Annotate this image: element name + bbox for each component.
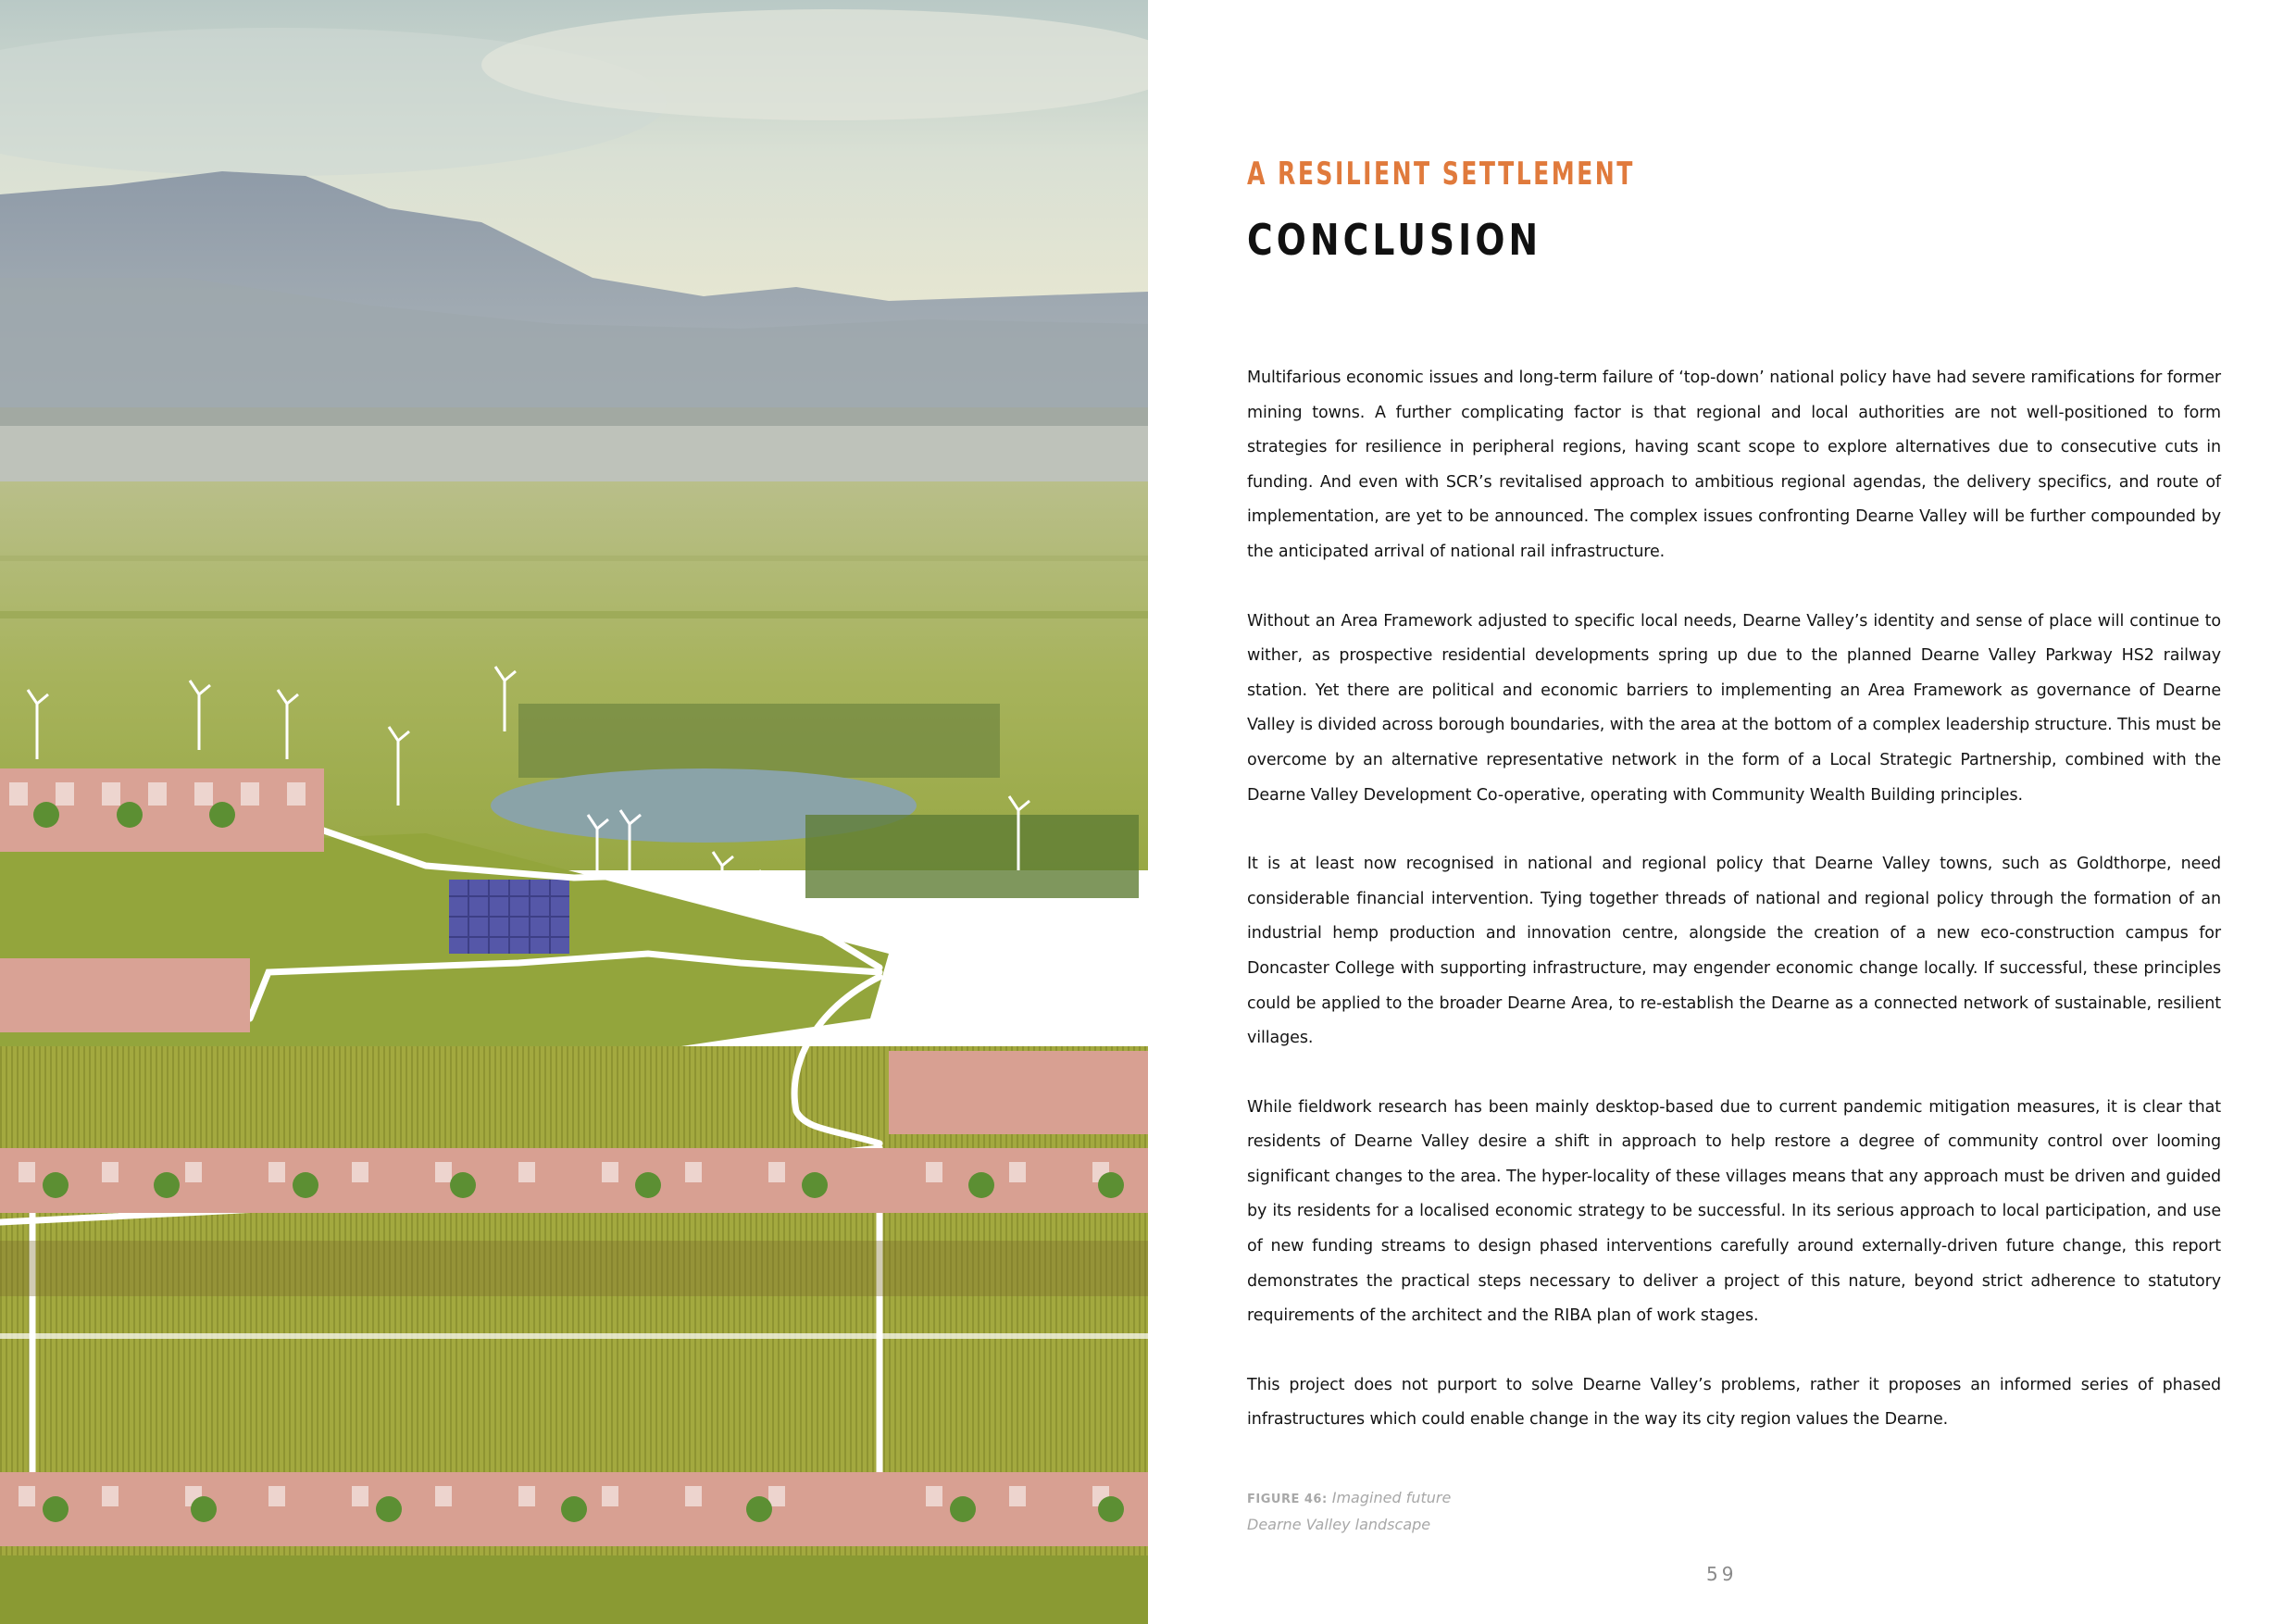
figure-caption (1247, 1485, 1451, 1537)
paragraph-2: Without an Area Framework adjusted to specific local needs, Dearne Valley’s identity and sense of place will continue to wither, as prospective residential developments spring up due to the planned Dearne Valley Parkway HS2 railway station. Yet there are political and economic barriers to implementing an Area Framework as governance of Dearne Valley is divided across borough boundaries, with the area at the bottom of a complex leadership structure. This must be overcome by an alternative representative network in the form of a Local Strategic Partnership, combined with the Dearne Valley Development Co-operative, operating with Community Wealth Building principles. (1247, 611, 2221, 805)
section-kicker: A RESILIENT SETTLEMENT (1247, 156, 1635, 193)
text-page (1247, 0, 2221, 1624)
paragraph-4: While fieldwork research has been mainly desktop-based due to current pandemic mitigation measures, it is clear that residents of Dearne Valley desire a shift in approach to help restore a degree of community control over looming significant changes to the area. The hyper-locality of these villages means that any approach must be driven and guided by its residents for a localised economic strategy to be successful. In its serious approach to local participation, and use of new funding streams to design phased interventions carefully around externally-driven future change, this report demonstrates the practical steps necessary to deliver a project of this nature, beyond strict adherence to statutory requirements of the architect and the RIBA plan of work stages. (1247, 1097, 2221, 1326)
paragraph-5: This project does not purport to solve Dearne Valley’s problems, rather it proposes an informed series of phased infrastructures which could enable change in the way its city region values the Dearne. (1247, 1375, 2221, 1430)
page-number: 59 (1706, 1563, 1738, 1585)
paragraph-1: Multifarious economic issues and long-term failure of ‘top-down’ national policy have had severe ramifications for former mining towns. A further complicating factor is that regional and local authorities are not well-positioned to form strategies for resilience in peripheral regions, having scant scope to explore alternatives due to consecutive cuts in funding. And even with SCR’s revitalised approach to ambitious regional agendas, the delivery specifics, and route of implementation, are yet to be announced. The complex issues confronting Dearne Valley will be further compounded by the anticipated arrival of national rail infrastructure. (1247, 369, 2221, 561)
caption-line-2: Dearne Valley landscape (1247, 1516, 1431, 1533)
body-text (1247, 361, 2221, 1472)
paragraph-3: It is at least now recognised in national and regional policy that Dearne Valley towns, such as Goldthorpe, need considerable financial intervention. Tying together threads of national and regional policy through the formation of an industrial hemp production and innovation centre, alongside the creation of a new eco-construction campus for Doncaster College with supporting infrastructure, may engender economic change locally. If successful, these principles could be applied to the broader Dearne Area, to re-establish the Dearne as a connected network of sustainable, resilient villages. (1247, 855, 2221, 1048)
caption-line-1: Imagined future (1327, 1489, 1452, 1506)
page-title: CONCLUSION (1247, 215, 1542, 265)
figure-label: FIGURE 46: (1247, 1493, 1328, 1506)
